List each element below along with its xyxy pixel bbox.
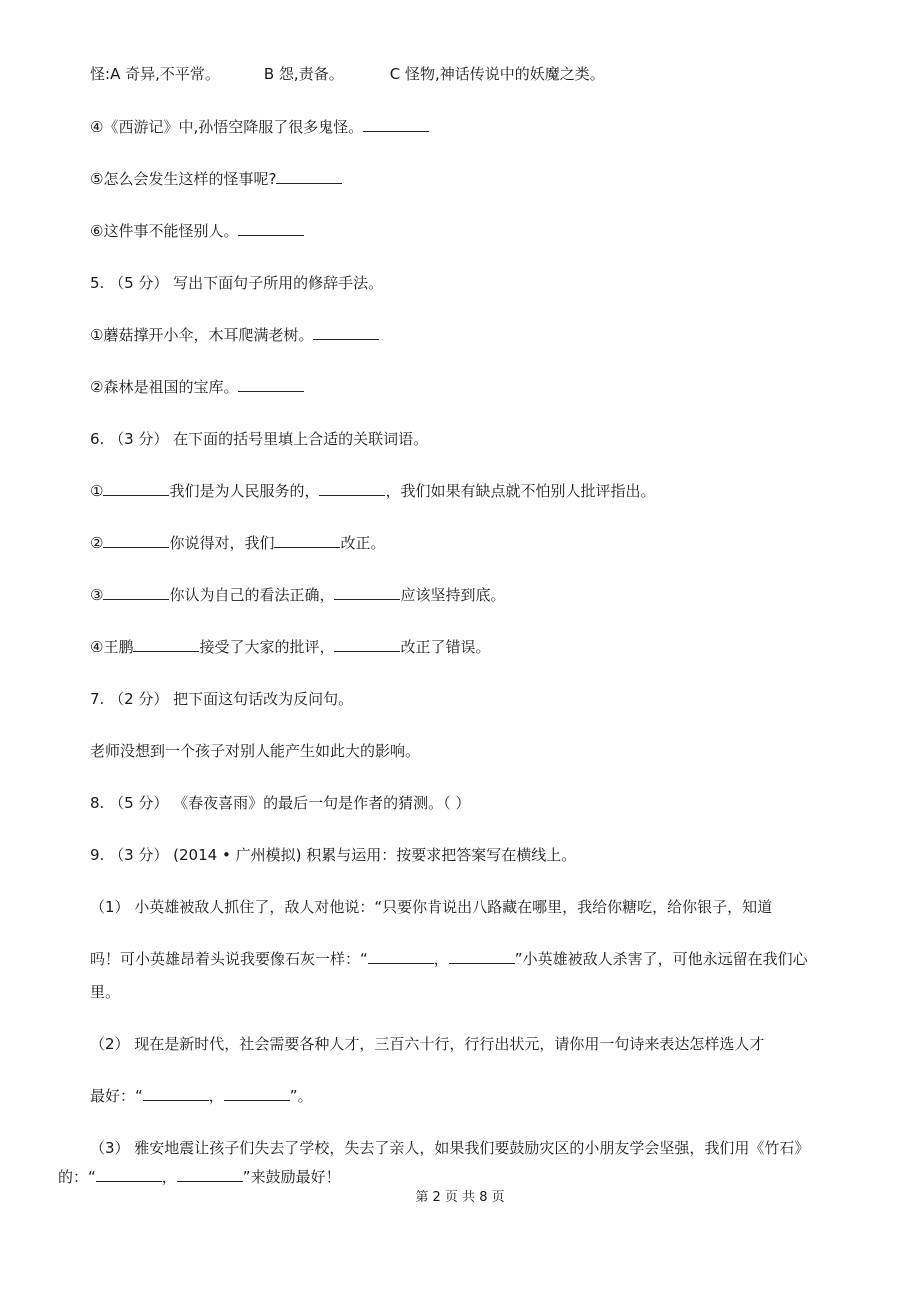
q4-item-6: ⑥这件事不能怪别人。 [90,221,304,241]
answer-blank[interactable] [319,481,385,496]
answer-blank[interactable] [363,117,429,132]
answer-blank[interactable] [103,585,169,600]
option-a: A 奇异,不平常。 [110,65,220,83]
q9-p1-line3: 里。 [90,983,121,1001]
answer-blank[interactable] [224,1086,290,1101]
answer-blank[interactable] [276,169,342,184]
q9-p2-line2: 最好：“ ， ”。 [90,1087,313,1105]
q4-item-4: ④《西游记》中,孙悟空降服了很多鬼怪。 [90,117,429,137]
q4-options [90,64,605,84]
answer-blank[interactable] [313,325,379,340]
q9-p3-line2: 的：“ ， ”来鼓励最好！ [58,1168,341,1186]
q4-item-5: ⑤怎么会发生这样的怪事呢? [90,169,342,189]
answer-blank[interactable] [334,585,400,600]
answer-blank[interactable] [334,637,400,652]
answer-blank[interactable] [96,1167,162,1182]
answer-blank[interactable] [143,1086,209,1101]
answer-blank[interactable] [274,533,340,548]
answer-blank[interactable] [103,481,169,496]
answer-blank[interactable] [103,533,169,548]
answer-blank[interactable] [238,377,304,392]
q6-item-3: ③ 你认为自己的看法正确， 应该坚持到底。 [90,586,506,604]
answer-blank[interactable] [449,949,515,964]
answer-blank[interactable] [238,221,304,236]
q7-stem: 7. （2 分） 把下面这句话改为反问句。 [90,690,354,708]
answer-blank[interactable] [177,1167,243,1182]
q9-stem: 9. （3 分） (2014 • 广州模拟) 积累与运用：按要求把答案写在横线上。 [90,846,577,864]
option-c: C 怪物,神话传说中的妖魔之类。 [389,65,605,83]
q7-sentence: 老师没想到一个孩子对别人能产生如此大的影响。 [90,742,421,760]
q9-p2-line1: （2） 现在是新时代，社会需要各种人才，三百六十行，行行出状元，请你用一句诗来表达怎样选人才 [90,1035,765,1053]
q5-stem: 5. （5 分） 写出下面句子所用的修辞手法。 [90,274,384,292]
option-b: B 怨,责备。 [263,65,344,83]
q9-p1-line1: （1） 小英雄被敌人抓住了，敌人对他说：“只要你肯说出八路藏在哪里，我给你糖吃，给你银子，知道 [90,898,773,916]
q9-p1-line2: 吗！可小英雄昂着头说我要像石灰一样：“ ， ”小英雄被敌人杀害了，可他永远留在我们心 [90,950,808,968]
q6-item-1: ① 我们是为人民服务的， ，我们如果有缺点就不怕别人批评指出。 [90,482,656,500]
answer-blank[interactable] [133,637,199,652]
q9-p3-line1: （3） 雅安地震让孩子们失去了学校，失去了亲人，如果我们要鼓励灾区的小朋友学会坚强，我们用《竹石》 [90,1139,810,1157]
options-label: 怪: [90,65,111,83]
q5-item-1: ①蘑菇撑开小伞，木耳爬满老树。 [90,325,379,345]
page-footer: 第 2 页 共 8 页 [415,1190,505,1205]
q6-stem: 6. （3 分） 在下面的括号里填上合适的关联词语。 [90,430,429,448]
answer-blank[interactable] [368,949,434,964]
q8-stem: 8. （5 分） 《春夜喜雨》的最后一句是作者的猜测。（ ） [90,794,471,812]
q6-item-4: ④王鹏 接受了大家的批评， 改正了错误。 [90,638,491,656]
q6-item-2: ② 你说得对，我们 改正。 [90,534,386,552]
q5-item-2: ②森林是祖国的宝库。 [90,377,304,397]
